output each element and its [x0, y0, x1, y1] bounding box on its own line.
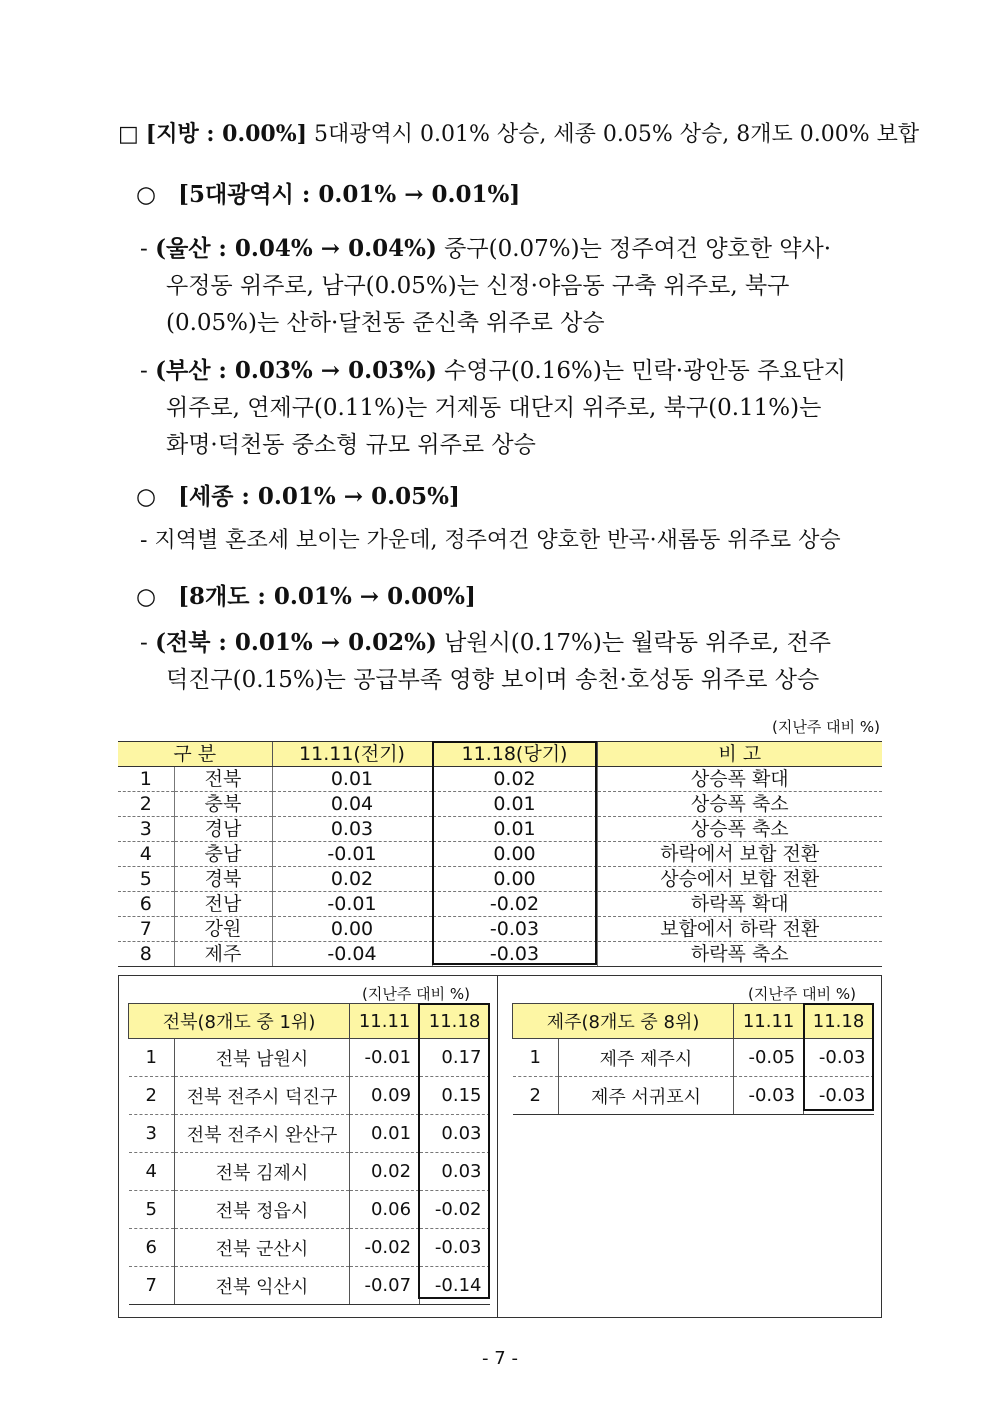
row-number-cell: 6: [118, 892, 174, 917]
remark-cell: 상승에서 보합 전환: [597, 867, 882, 892]
metro-heading: [5대광역시 : 0.01% → 0.01%]: [178, 181, 521, 208]
current-value-cell: -0.03: [432, 917, 597, 942]
jeonbuk-header-cur: 11.18: [420, 1004, 490, 1039]
remark-cell: 하락에서 보합 전환: [597, 842, 882, 867]
table-header-row: [118, 742, 882, 767]
row-number-cell: 1: [129, 1039, 175, 1077]
jeju-table-unit: (지난주 대비 %): [748, 985, 856, 1003]
previous-value-cell: 0.01: [272, 767, 432, 792]
section-summary: 5대광역시 0.01% 상승, 세종 0.05% 상승, 8개도 0.00% 보합: [314, 122, 920, 147]
ulsan-line-2: 우정동 위주로, 남구(0.05%)는 신정·야음동 구축 위주로, 북구: [166, 273, 790, 299]
province-cell: 충북: [174, 792, 272, 817]
table-row: [118, 792, 882, 817]
table-row: [118, 942, 882, 967]
ulsan-label: (울산 : 0.04% → 0.04%): [155, 235, 437, 262]
jeonbuk-table-unit: (지난주 대비 %): [362, 985, 470, 1003]
table-header-row: [513, 1004, 874, 1039]
province-comparison-table: [118, 741, 882, 967]
row-number-cell: 1: [513, 1039, 559, 1077]
row-number-cell: 4: [118, 842, 174, 867]
dash-bullet: -: [140, 630, 148, 656]
row-number-cell: 1: [118, 767, 174, 792]
jeonbuk-line-1: 남원시(0.17%)는 월락동 위주로, 전주: [444, 630, 832, 656]
district-cell: 전북 전주시 완산구: [174, 1115, 349, 1153]
table-row: [129, 1191, 490, 1229]
header-current-week: 11.18(당기): [432, 742, 597, 767]
row-number-cell: 8: [118, 942, 174, 967]
previous-value-cell: 0.00: [272, 917, 432, 942]
previous-value-cell: -0.03: [734, 1077, 804, 1115]
dash-bullet: -: [140, 236, 148, 262]
ulsan-line-1: 중구(0.07%)는 정주여건 양호한 약사·: [444, 236, 832, 262]
table-row: [129, 1115, 490, 1153]
busan-line-2: 위주로, 연제구(0.11%)는 거제동 대단지 위주로, 북구(0.11%)는: [166, 395, 822, 421]
current-value-cell: 0.01: [432, 792, 597, 817]
jeonbuk-header-region: 전북(8개도 중 1위): [129, 1004, 350, 1039]
current-value-cell: 0.01: [432, 817, 597, 842]
main-table-unit: (지난주 대비 %): [772, 718, 880, 736]
current-value-cell: -0.03: [420, 1229, 490, 1267]
jeonbuk-paragraph: [140, 624, 880, 699]
header-remarks: 비 고: [597, 742, 882, 767]
remark-cell: 상승폭 축소: [597, 792, 882, 817]
district-cell: 전북 군산시: [174, 1229, 349, 1267]
busan-line-3: 화명·덕천동 중소형 규모 위주로 상승: [166, 432, 536, 458]
remark-cell: 하락폭 확대: [597, 892, 882, 917]
row-number-cell: 5: [118, 867, 174, 892]
previous-value-cell: -0.05: [734, 1039, 804, 1077]
busan-label: (부산 : 0.03% → 0.03%): [155, 357, 437, 384]
previous-value-cell: -0.01: [272, 842, 432, 867]
current-value-cell: -0.14: [420, 1267, 490, 1305]
province-cell: 충남: [174, 842, 272, 867]
ulsan-line-3: (0.05%)는 산하·달천동 준신축 위주로 상승: [166, 310, 605, 336]
checkbox-square-icon: □: [118, 122, 139, 147]
jeonbuk-district-table: [128, 1003, 490, 1305]
previous-value-cell: 0.06: [350, 1191, 420, 1229]
district-cell: 전북 남원시: [174, 1039, 349, 1077]
remark-cell: 보합에서 하락 전환: [597, 917, 882, 942]
previous-value-cell: 0.09: [350, 1077, 420, 1115]
remark-cell: 상승폭 확대: [597, 767, 882, 792]
current-value-cell: 0.17: [420, 1039, 490, 1077]
table-row: [118, 867, 882, 892]
table-row: [129, 1039, 490, 1077]
jeju-header-prev: 11.11: [734, 1004, 804, 1039]
current-value-cell: -0.02: [432, 892, 597, 917]
district-cell: 제주 서귀포시: [558, 1077, 733, 1115]
remark-cell: 하락폭 축소: [597, 942, 882, 967]
current-value-cell: -0.03: [804, 1039, 874, 1077]
table-row: [118, 842, 882, 867]
table-row: [513, 1039, 874, 1077]
table-row: [129, 1077, 490, 1115]
current-value-cell: -0.02: [420, 1191, 490, 1229]
current-value-cell: 0.03: [420, 1115, 490, 1153]
previous-value-cell: -0.01: [350, 1039, 420, 1077]
provinces-heading-block: [136, 578, 476, 611]
ulsan-paragraph: [140, 230, 880, 340]
current-value-cell: -0.03: [804, 1077, 874, 1115]
row-number-cell: 3: [118, 817, 174, 842]
jeju-header-region: 제주(8개도 중 8위): [513, 1004, 734, 1039]
jeju-header-cur: 11.18: [804, 1004, 874, 1039]
jeonbuk-line-2: 덕진구(0.15%)는 공급부족 영향 보이며 송천·호성동 위주로 상승: [166, 667, 820, 693]
province-cell: 전북: [174, 767, 272, 792]
previous-value-cell: -0.02: [350, 1229, 420, 1267]
row-number-cell: 2: [513, 1077, 559, 1115]
current-value-cell: 0.00: [432, 867, 597, 892]
header-previous-week: 11.11(전기): [272, 742, 432, 767]
section-header: [118, 117, 919, 148]
previous-value-cell: -0.04: [272, 942, 432, 967]
circle-bullet-icon: ○: [136, 484, 157, 510]
previous-value-cell: -0.01: [272, 892, 432, 917]
current-value-cell: 0.03: [420, 1153, 490, 1191]
jeonbuk-header-prev: 11.11: [350, 1004, 420, 1039]
row-number-cell: 6: [129, 1229, 175, 1267]
table-row: [129, 1229, 490, 1267]
sejong-text: 지역별 혼조세 보이는 가운데, 정주여건 양호한 반곡·새롬동 위주로 상승: [154, 528, 841, 553]
sejong-paragraph: [140, 523, 841, 554]
row-number-cell: 5: [129, 1191, 175, 1229]
busan-line-1: 수영구(0.16%)는 민락·광안동 주요단지: [444, 358, 846, 384]
table-row: [118, 767, 882, 792]
provinces-heading: [8개도 : 0.01% → 0.00%]: [178, 583, 476, 610]
sejong-heading: [세종 : 0.01% → 0.05%]: [178, 483, 460, 510]
previous-value-cell: 0.02: [350, 1153, 420, 1191]
table-row: [118, 817, 882, 842]
district-cell: 전북 정읍시: [174, 1191, 349, 1229]
row-number-cell: 2: [118, 792, 174, 817]
current-value-cell: -0.03: [432, 942, 597, 967]
busan-paragraph: [140, 352, 880, 462]
district-cell: 전북 김제시: [174, 1153, 349, 1191]
row-number-cell: 3: [129, 1115, 175, 1153]
current-value-cell: 0.00: [432, 842, 597, 867]
row-number-cell: 7: [129, 1267, 175, 1305]
page-number: - 7 -: [482, 1348, 518, 1369]
province-cell: 경남: [174, 817, 272, 842]
jeonbuk-label: (전북 : 0.01% → 0.02%): [155, 629, 437, 656]
jeju-district-table: [512, 1003, 874, 1115]
circle-bullet-icon: ○: [136, 182, 157, 208]
table-header-row: [129, 1004, 490, 1039]
province-cell: 경북: [174, 867, 272, 892]
remark-cell: 상승폭 축소: [597, 817, 882, 842]
district-cell: 전북 전주시 덕진구: [174, 1077, 349, 1115]
district-cell: 전북 익산시: [174, 1267, 349, 1305]
header-category: 구 분: [118, 742, 272, 767]
table-row: [129, 1153, 490, 1191]
previous-value-cell: -0.07: [350, 1267, 420, 1305]
row-number-cell: 2: [129, 1077, 175, 1115]
current-value-cell: 0.15: [420, 1077, 490, 1115]
province-cell: 제주: [174, 942, 272, 967]
current-value-cell: 0.02: [432, 767, 597, 792]
table-row: [129, 1267, 490, 1305]
circle-bullet-icon: ○: [136, 584, 157, 610]
sub-tables-divider: [497, 975, 498, 1318]
row-number-cell: 4: [129, 1153, 175, 1191]
district-cell: 제주 제주시: [558, 1039, 733, 1077]
dash-bullet: -: [140, 358, 148, 384]
metro-heading-block: [136, 176, 520, 209]
table-row: [118, 917, 882, 942]
table-row: [513, 1077, 874, 1115]
province-cell: 강원: [174, 917, 272, 942]
row-number-cell: 7: [118, 917, 174, 942]
dash-bullet: -: [140, 528, 148, 553]
previous-value-cell: 0.04: [272, 792, 432, 817]
previous-value-cell: 0.01: [350, 1115, 420, 1153]
province-cell: 전남: [174, 892, 272, 917]
previous-value-cell: 0.03: [272, 817, 432, 842]
table-row: [118, 892, 882, 917]
previous-value-cell: 0.02: [272, 867, 432, 892]
section-title: [지방 : 0.00%]: [145, 121, 308, 147]
sejong-heading-block: [136, 478, 460, 511]
